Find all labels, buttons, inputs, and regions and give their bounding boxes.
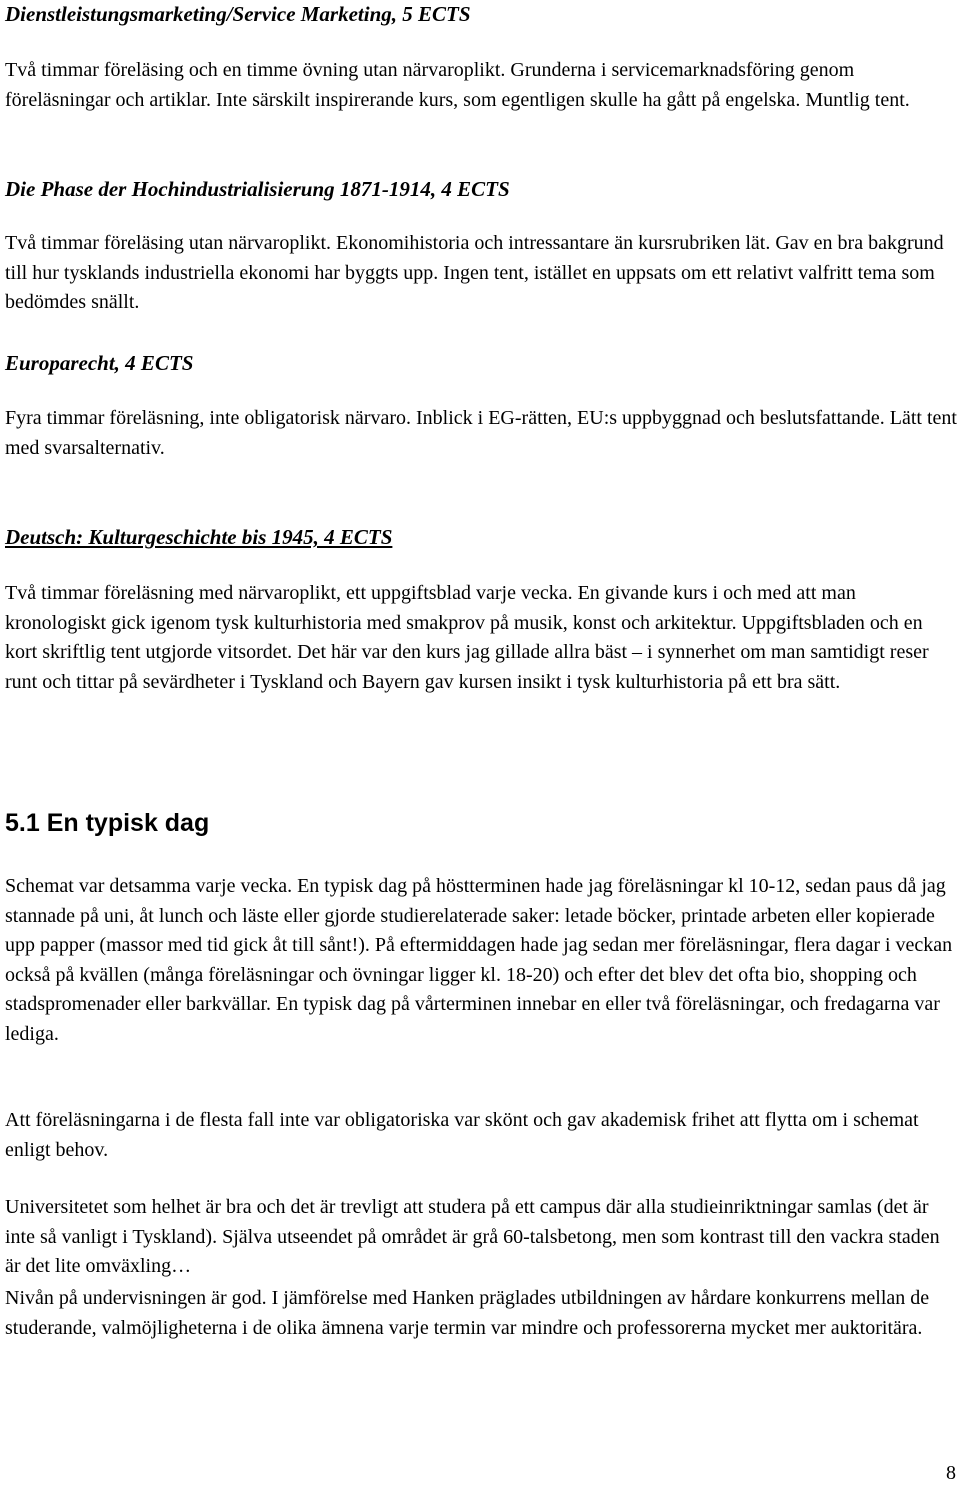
page-number: 8 <box>946 1462 956 1484</box>
section-paragraph: Nivån på undervisningen är god. I jämförelse med Hanken präglades utbildningen av hårdare konkurrens mellan de studerande, valmöjligheterna i de olika ämnena varje termin var mindre och professorerna mycket mer auktoritära. <box>5 1287 930 1339</box>
course-description: Fyra timmar föreläsning, inte obligatorisk närvaro. Inblick i EG-rätten, EU:s uppbyggnad och beslutsfattande. Lätt tent med svarsalternativ. <box>5 407 957 459</box>
course-description: Två timmar föreläsning med närvaroplikt, ett uppgiftsblad varje vecka. En givande kurs i och med att man kronologiskt gick igenom tysk kulturhistoria med smakprov på musik, konst och arkitektur. Uppgiftsbladen och en kort skriftlig tent utgjorde vitsordet. Det här var den kurs jag gillade allra bäst – i synnerhet om man samtidigt reser runt och tittar på sevärdheter i Tyskland och Bayern gav kursen insikt i tysk kulturhistoria på ett bra sätt. <box>5 582 929 693</box>
section-heading: 5.1 En typisk dag <box>5 809 210 837</box>
course-heading: Dienstleistungsmarketing/Service Marketing, 5 ECTS <box>5 2 471 26</box>
course-description: Två timmar föreläsing utan närvaroplikt. Ekonomihistoria och intressantare än kursrubriken lät. Gav en bra bakgrund till hur tysklands industriella ekonomi har byggts upp. Ingen tent, istället en uppsats om ett relativt valfritt tema som bedömdes snällt. <box>5 232 944 313</box>
course-description: Två timmar föreläsing och en timme övning utan närvaroplikt. Grunderna i servicemarknadsföring genom föreläsningar och artiklar. Inte särskilt inspirerande kurs, som egentligen skulle ha gått på engelska. Muntlig tent. <box>5 59 910 111</box>
section-paragraph: Schemat var detsamma varje vecka. En typisk dag på höstterminen hade jag föreläsningar kl 10-12, sedan paus då jag stannade på uni, åt lunch och läste eller gjorde studierelaterade saker: letade böcker, printade arbeten eller kopierade upp papper (massor med tid gick åt till sånt!). På eftermiddagen hade jag sedan mer föreläsningar, flera dagar i veckan också på kvällen (många föreläsningar och övningar ligger kl. 18-20) och efter det blev det ofta bio, shopping och stadspromenader eller barkvällar. En typisk dag på vårterminen innebar en eller två föreläsningar, och fredagarna var lediga. <box>5 875 953 1045</box>
course-heading: Die Phase der Hochindustrialisierung 1871-1914, 4 ECTS <box>5 177 510 201</box>
course-heading: Deutsch: Kulturgeschichte bis 1945, 4 ECTS <box>5 525 393 549</box>
section-paragraph: Att föreläsningarna i de flesta fall inte var obligatoriska var skönt och gav akademisk frihet att flytta om i schemat enligt behov. <box>5 1109 919 1161</box>
section-paragraph: Universitetet som helhet är bra och det är trevligt att studera på ett campus där alla studieinriktningar samlas (det är inte så vanligt i Tyskland). Själva utseendet på området är grå 60-talsbetong, men som kontrast till den vackra staden är det lite omväxling… <box>5 1196 940 1277</box>
course-heading: Europarecht, 4 ECTS <box>5 351 194 375</box>
